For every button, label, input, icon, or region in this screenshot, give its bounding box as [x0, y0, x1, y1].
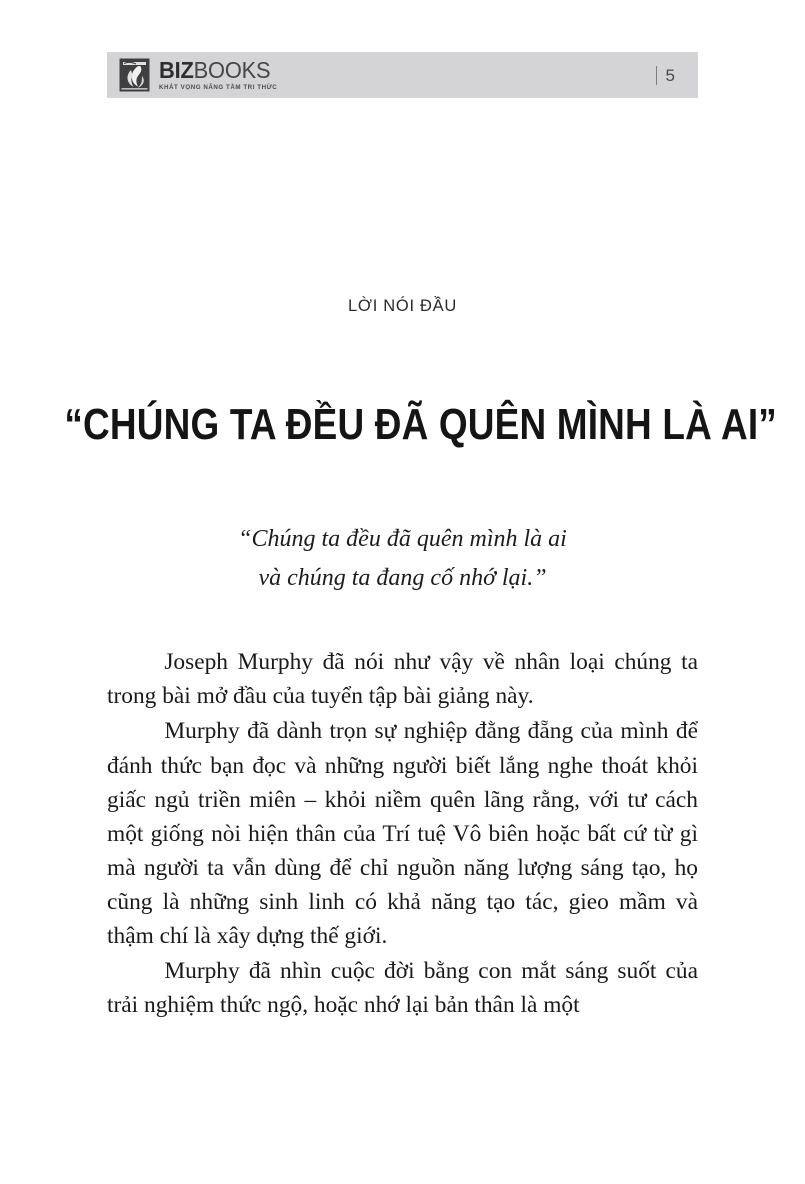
- epigraph-line-1: “Chúng ta đều đã quên mình là ai: [238, 526, 567, 552]
- folio-separator-rule: [656, 66, 657, 85]
- brand-books: BOOKS: [193, 56, 271, 83]
- section-eyebrow: LỜI NÓI ĐẦU: [348, 297, 457, 315]
- brand-tagline: KHÁT VỌNG NÂNG TẦM TRI THỨC: [159, 83, 278, 91]
- body-paragraph: Murphy đã dành trọn sự nghiệp đằng đẵng của mình để đánh thức bạn đọc và những người biết lắng nghe thoát khỏi giấc ngủ triền miên – khỏi niềm quên lãng rằng, với tư cách một giống nòi hiện thân của Trí tuệ Vô biên hoặc bất cứ từ gì mà người ta vẫn dùng để chỉ nguồn năng lượng sáng tạo, họ cũng là những sinh linh có khả năng tạo tác, gieo mầm và thậm chí là xây dựng thế giới.: [107, 718, 698, 949]
- book-flame-logo-icon: [119, 58, 150, 92]
- bizbooks-logo: [119, 58, 277, 92]
- page-number: 5: [665, 65, 675, 85]
- epigraph: [0, 520, 805, 598]
- brand-wordmark: [159, 56, 271, 83]
- brand-biz: BIZ: [159, 56, 194, 83]
- body-paragraph: Murphy đã nhìn cuộc đời bằng con mắt sáng suốt của trải nghiệm thức ngộ, hoặc nhớ lại bản thân là một: [107, 958, 698, 1019]
- page-folio: [656, 66, 675, 85]
- body-paragraph: Joseph Murphy đã nói như vậy về nhân loại chúng ta trong bài mở đầu của tuyển tập bài giảng này.: [107, 649, 698, 710]
- body-copy: [107, 645, 698, 1024]
- page-title: “CHÚNG TA ĐỀU ĐÃ QUÊN MÌNH LÀ AI”: [64, 400, 777, 450]
- brand-lockup: [159, 56, 278, 91]
- epigraph-line-2: và chúng ta đang cố nhớ lại.”: [258, 564, 547, 591]
- running-header: [107, 52, 698, 98]
